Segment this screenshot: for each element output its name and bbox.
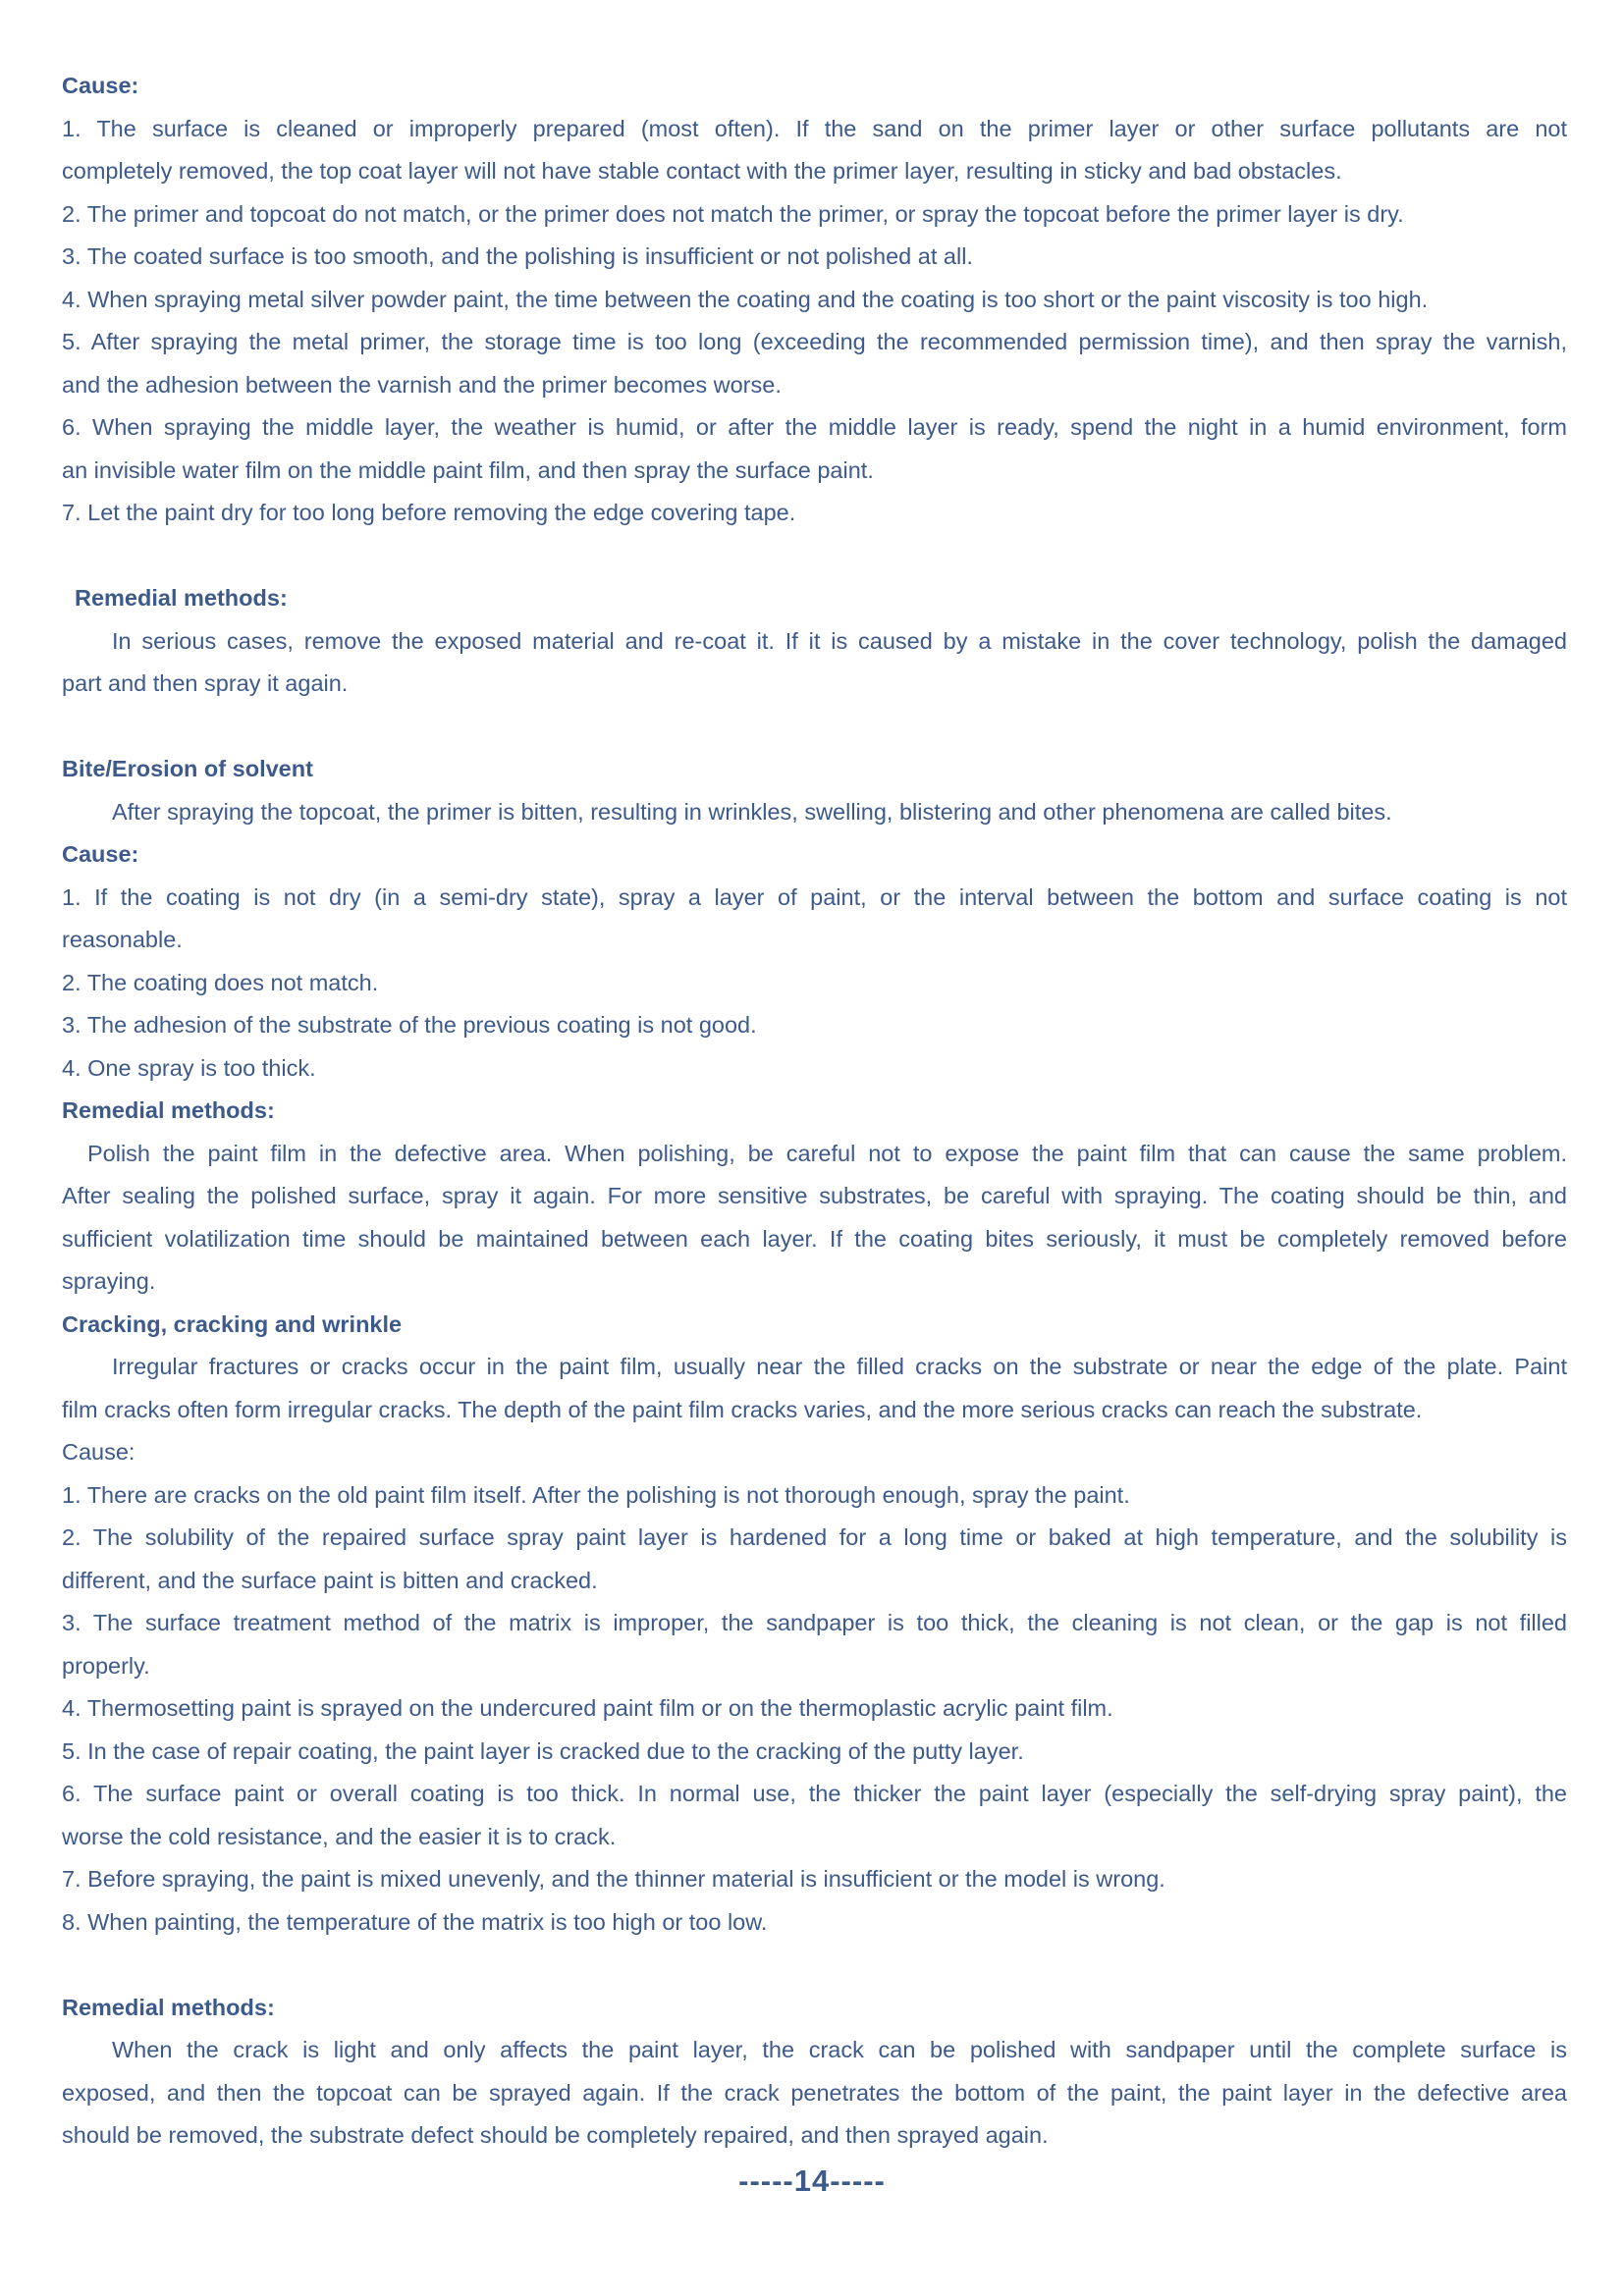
page-number: -----14----- [738,2163,886,2198]
remedial-text-cont: spraying. [62,1268,156,1294]
cause-item: 1. There are cracks on the old paint film itself. After the polishing is not thorough enough, spray the paint. [62,1481,1130,1508]
spacer [62,1944,1567,1987]
remedial-text-cont: sufficient volatilization time should be maintained between each layer. If the coating bites seriously, it must be completely removed before [62,1225,1567,1252]
cause-item: 4. Thermosetting paint is sprayed on the undercured paint film or on the thermoplastic acrylic paint film. [62,1695,1113,1721]
section-intro: After spraying the topcoat, the primer is bitten, resulting in wrinkles, swelling, blistering and other phenomena are called bites. [112,798,1392,825]
cause-item-cont: reasonable. [62,927,183,952]
remedial-heading: Remedial methods: [62,1097,275,1123]
cause-item-cont: completely removed, the top coat layer will not have stable contact with the primer layer, resulting in sticky and bad obstacles. [62,158,1342,184]
section-title: Bite/Erosion of solvent [62,756,313,781]
remedial-text-cont: part and then spray it again. [62,670,349,696]
cause-item: 4. One spray is too thick. [62,1054,316,1081]
cause-item: 7. Let the paint dry for too long before removing the edge covering tape. [62,500,796,525]
cause-item: 8. When painting, the temperature of the matrix is too high or too low. [62,1908,768,1935]
cause-item: 3. The coated surface is too smooth, and the polishing is insufficient or not polished at all. [62,243,973,269]
cause-item: 2. The primer and topcoat do not match, or the primer does not match the primer, or spray the topcoat before the primer layer is dry. [62,200,1404,227]
section-title: Cracking, cracking and wrinkle [62,1310,403,1337]
section-intro: Irregular fractures or cracks occur in the paint film, usually near the filled cracks on the substrate or near the edge of the plate. Paint [112,1354,1567,1379]
spacer [62,535,1567,578]
cause-item-cont: an invisible water film on the middle paint film, and then spray the surface paint. [62,456,874,483]
cause-item-cont: properly. [62,1652,150,1679]
remedial-text-cont: After sealing the polished surface, spray it again. For more sensitive substrates, be careful with spraying. The coating should be thin, and [62,1183,1567,1208]
cause-item: 4. When spraying metal silver powder paint, the time between the coating and the coating is too short or the paint viscosity is too high. [62,286,1429,312]
cause-heading: Cause: [62,73,139,98]
remedial-text-cont: exposed, and then the topcoat can be sprayed again. If the crack penetrates the bottom of the paint, the paint layer in the defective area [62,2079,1567,2106]
cause-item: 2. The solubility of the repaired surface spray paint layer is hardened for a long time or baked at high temperature, and the solubility is [62,1524,1567,1550]
cause-item: 3. The surface treatment method of the matrix is improper, the sandpaper is too thick, the cleaning is not clean, or the gap is not filled [62,1610,1567,1635]
cause-heading: Cause: [62,1439,135,1465]
cause-item: 6. The surface paint or overall coating is too thick. In normal use, the thicker the paint layer (especially the self-drying spray paint), the [62,1781,1567,1806]
remedial-text-cont: should be removed, the substrate defect should be completely repaired, and then sprayed again. [62,2122,1049,2148]
cause-heading: Cause: [62,841,139,867]
cause-item-cont: different, and the surface paint is bitten and cracked. [62,1567,598,1593]
cause-item: 6. When spraying the middle layer, the weather is humid, or after the middle layer is ready, spend the night in a humid environment, form [62,414,1567,440]
document-body [62,65,1567,2158]
cause-item: 7. Before spraying, the paint is mixed unevenly, and the thinner material is insufficient or the model is wrong. [62,1866,1165,1892]
remedial-text: In serious cases, remove the exposed material and re-coat it. If it is caused by a mistake in the cover technology, polish the damaged [112,627,1567,654]
spacer [62,706,1567,749]
cause-item-cont: and the adhesion between the varnish and the primer becomes worse. [62,371,782,398]
cause-item: 2. The coating does not match. [62,969,379,995]
cause-item-cont: worse the cold resistance, and the easier it is to crack. [62,1823,617,1849]
remedial-text: When the crack is light and only affects the paint layer, the crack can be polished with sandpaper until the complete surface is [112,2037,1567,2062]
cause-item: 1. If the coating is not dry (in a semi-dry state), spray a layer of paint, or the interval between the bottom and surface coating is not [62,883,1567,910]
cause-item: 3. The adhesion of the substrate of the previous coating is not good. [62,1012,757,1038]
remedial-heading: Remedial methods: [62,1994,275,2020]
remedial-heading: Remedial methods: [75,585,288,611]
cause-item: 1. The surface is cleaned or improperly prepared (most often). If the sand on the primer layer or other surface pollutants are not [62,115,1567,141]
cause-item: 5. After spraying the metal primer, the storage time is too long (exceeding the recommended permission time), and then spray the varnish, [62,329,1567,354]
cause-item: 5. In the case of repair coating, the paint layer is cracked due to the cracking of the putty layer. [62,1737,1024,1764]
remedial-text: Polish the paint film in the defective area. When polishing, be careful not to expose the paint film that can cause the same problem. [87,1140,1567,1166]
section-intro-cont: film cracks often form irregular cracks. The depth of the paint film cracks varies, and the more serious cracks can reach the substrate. [62,1396,1423,1422]
